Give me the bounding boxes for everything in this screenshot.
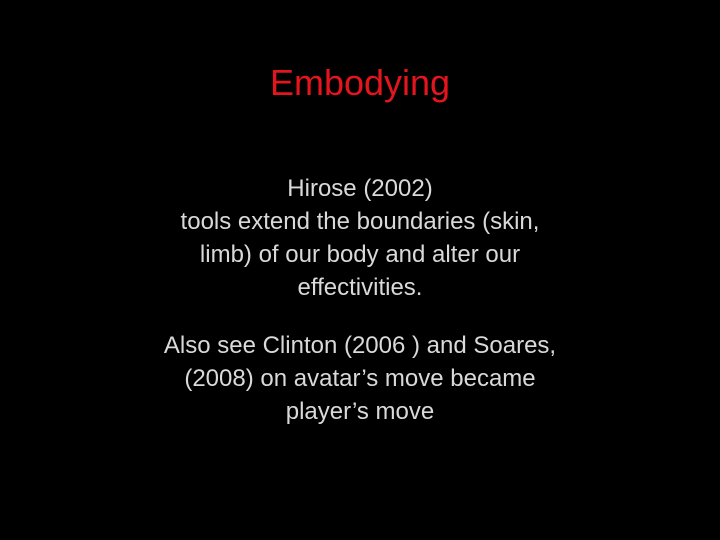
text-line: (2008) on avatar’s move became xyxy=(184,365,536,392)
text-line: player’s move xyxy=(285,398,435,425)
paragraph-clinton-soares xyxy=(60,329,660,428)
text-line: tools extend the boundaries (skin, xyxy=(180,208,540,235)
paragraph-hirose xyxy=(60,172,660,304)
text-line: Also see Clinton (2006 ) and Soares, xyxy=(163,332,557,359)
text-line: effectivities. xyxy=(297,274,423,301)
text-line: Hirose (2002) xyxy=(287,175,433,202)
slide-body xyxy=(60,172,660,428)
text-line: limb) of our body and alter our xyxy=(199,241,521,268)
slide-title: Embodying xyxy=(269,62,451,103)
